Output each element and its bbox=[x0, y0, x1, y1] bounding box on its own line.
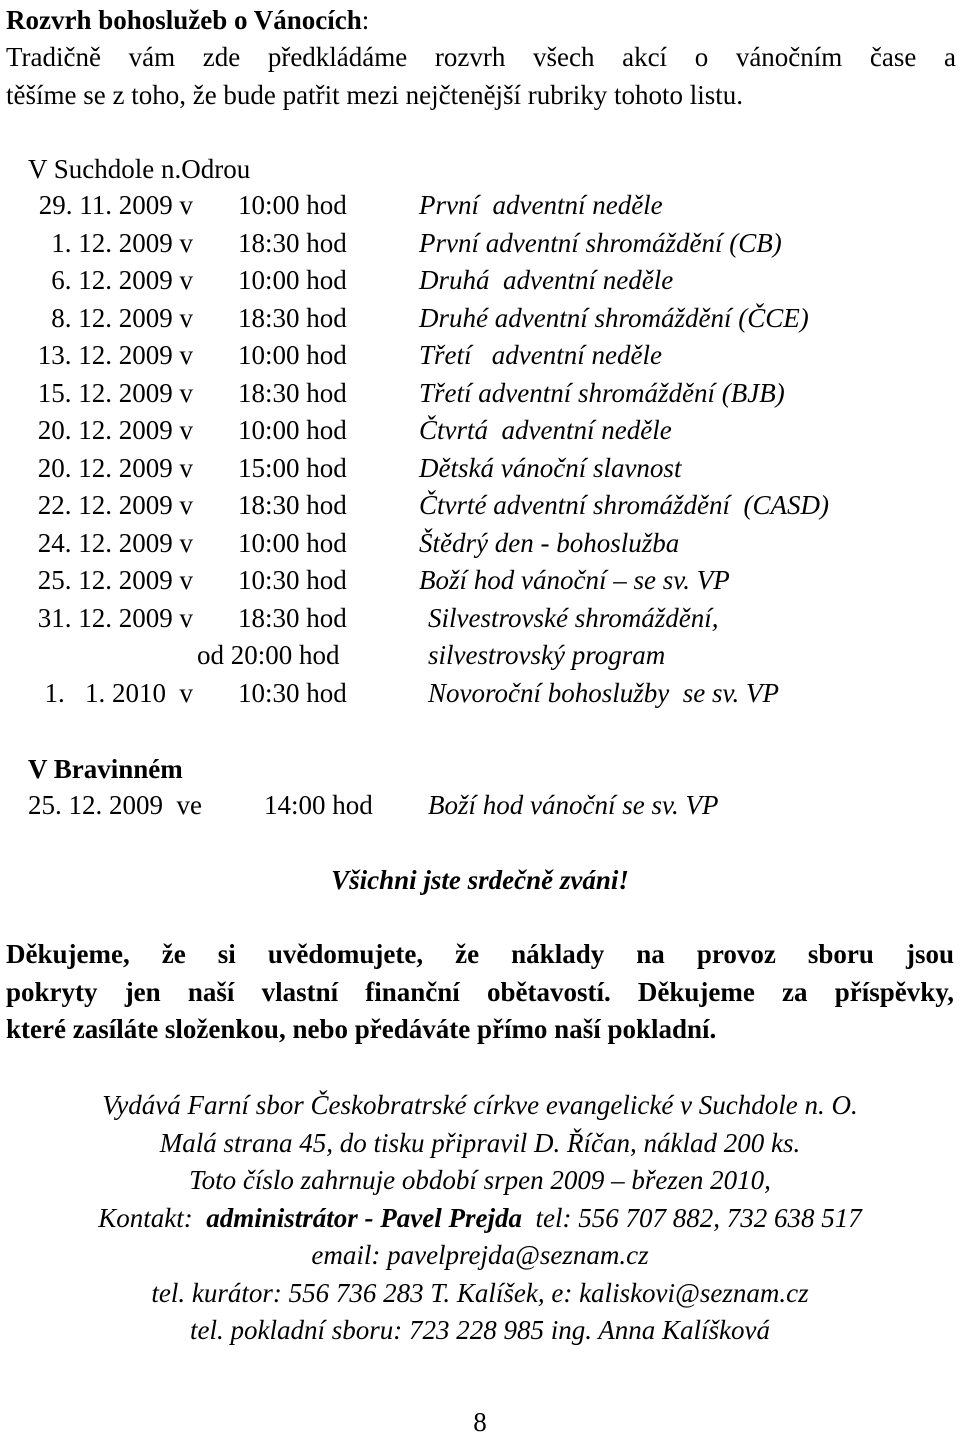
row-date: 15. 12. 2009 v bbox=[37, 377, 193, 408]
row-date: 25. 12. 2009 ve bbox=[28, 790, 202, 820]
heading-colon: : bbox=[361, 5, 370, 35]
schedule-row bbox=[0, 674, 960, 712]
contact-tel: tel: 556 707 882, 732 638 517 bbox=[535, 1202, 862, 1233]
row-date: 31. 12. 2009 v bbox=[37, 602, 193, 633]
row-date: 13. 12. 2009 v bbox=[37, 340, 193, 370]
row-date: 8. 12. 2009 v bbox=[51, 302, 193, 333]
row-date: 6. 12. 2009 v bbox=[51, 265, 193, 295]
heading-text: Rozvrh bohoslužeb o Vánocích bbox=[6, 5, 362, 35]
row-time: 18:30 hod bbox=[238, 602, 347, 633]
row-time: 18:30 hod bbox=[238, 227, 347, 258]
row-event: Štědrý den - bohoslužba bbox=[419, 527, 680, 558]
contact-name: administrátor - Pavel Prejda bbox=[206, 1202, 522, 1233]
row-event: První adventní neděle bbox=[419, 190, 663, 220]
thanks-paragraph bbox=[6, 936, 954, 1049]
row-date: 29. 11. 2009 v bbox=[38, 190, 193, 220]
schedule-row bbox=[0, 449, 960, 487]
bravinne-schedule bbox=[0, 786, 960, 824]
colophon-email: email: pavelprejda@seznam.cz bbox=[311, 1240, 649, 1270]
intro-paragraph bbox=[6, 38, 956, 114]
row-time: 14:00 hod bbox=[264, 790, 373, 820]
colophon-period: Toto číslo zahrnuje období srpen 2009 – březen 2010, bbox=[189, 1165, 771, 1195]
schedule-row bbox=[0, 486, 960, 524]
row-date: 20. 12. 2009 v bbox=[37, 452, 193, 483]
row-time: 15:00 hod bbox=[238, 452, 347, 483]
row-time: 10:00 hod bbox=[238, 415, 347, 445]
schedule-row bbox=[0, 524, 960, 562]
row-event: Boží hod vánoční se sv. VP bbox=[428, 790, 719, 820]
intro-line-2: těšíme se z toho, že bude patřit mezi nejčtenější rubriky tohoto listu. bbox=[6, 80, 744, 110]
row-time: 10:30 hod bbox=[238, 565, 347, 595]
schedule-row bbox=[0, 636, 960, 674]
welcome-line: Všichni jste srdečně zváni! bbox=[331, 865, 629, 895]
row-event: Silvestrovské shromáždění, bbox=[428, 602, 719, 633]
row-date: 1. 12. 2009 v bbox=[51, 227, 193, 258]
thanks-line-2: pokryty jen naší vlastní finanční obětavostí. Děkujeme za příspěvky, bbox=[6, 976, 954, 1007]
row-event: Čtvrtá adventní neděle bbox=[419, 415, 672, 445]
schedule-row bbox=[0, 261, 960, 299]
schedule-row bbox=[0, 374, 960, 412]
row-time: 18:30 hod bbox=[238, 302, 347, 333]
row-date: 20. 12. 2009 v bbox=[37, 415, 193, 445]
schedule-row bbox=[0, 786, 960, 824]
schedule-row bbox=[0, 299, 960, 337]
colophon-treasurer: tel. pokladní sboru: 723 228 985 ing. Anna Kalíšková bbox=[190, 1315, 770, 1345]
row-event: Třetí adventní neděle bbox=[419, 340, 662, 370]
row-event: Třetí adventní shromáždění (BJB) bbox=[419, 377, 785, 408]
row-time: 10:00 hod bbox=[238, 527, 347, 558]
row-event: Druhé adventní shromáždění (ČCE) bbox=[419, 302, 809, 333]
contact-label: Kontakt: bbox=[98, 1202, 193, 1233]
location-suchdol-title: V Suchdole n.Odrou bbox=[28, 154, 251, 184]
row-date: 25. 12. 2009 v bbox=[37, 565, 193, 595]
schedule-row bbox=[0, 186, 960, 224]
row-time: od 20:00 hod bbox=[197, 640, 340, 670]
row-event: silvestrovský program bbox=[428, 640, 666, 670]
colophon-curator: tel. kurátor: 556 736 283 T. Kalíšek, e: kaliskovi@seznam.cz bbox=[151, 1277, 809, 1308]
row-date: 24. 12. 2009 v bbox=[37, 527, 193, 558]
schedule-row bbox=[0, 561, 960, 599]
row-event: Novoroční bohoslužby se sv. VP bbox=[428, 677, 779, 708]
row-time: 18:30 hod bbox=[238, 490, 347, 520]
thanks-line-1: Děkujeme, že si uvědomujete, že náklady na provoz sboru jsou bbox=[6, 939, 954, 969]
schedule-row bbox=[0, 599, 960, 637]
colophon-contact bbox=[0, 1200, 960, 1238]
page-number: 8 bbox=[473, 1407, 487, 1437]
row-time: 18:30 hod bbox=[238, 377, 347, 408]
intro-line-1: Tradičně vám zde předkládáme rozvrh všech akcí o vánočním čase a bbox=[6, 42, 956, 72]
row-time: 10:00 hod bbox=[238, 265, 347, 295]
row-event: První adventní shromáždění (CB) bbox=[419, 227, 782, 258]
row-date: 22. 12. 2009 v bbox=[37, 490, 193, 520]
colophon-publisher: Vydává Farní sbor Českobratrské církve evangelické v Suchdole n. O. bbox=[102, 1090, 858, 1120]
colophon-address: Malá strana 45, do tisku připravil D. Říčan, náklad 200 ks. bbox=[159, 1127, 801, 1158]
row-time: 10:00 hod bbox=[238, 190, 347, 220]
row-event: Dětská vánoční slavnost bbox=[419, 452, 682, 483]
row-time: 10:30 hod bbox=[238, 677, 347, 708]
row-date: 1. 1. 2010 v bbox=[44, 677, 193, 708]
row-event: Čtvrté adventní shromáždění (CASD) bbox=[419, 490, 829, 520]
row-time: 10:00 hod bbox=[238, 340, 347, 370]
location-bravinne-title: V Bravinném bbox=[28, 754, 183, 784]
schedule-row bbox=[0, 336, 960, 374]
schedule-row bbox=[0, 224, 960, 262]
schedule-row bbox=[0, 411, 960, 449]
row-event: Druhá adventní neděle bbox=[419, 265, 674, 295]
schedule-heading bbox=[6, 1, 369, 39]
row-event: Boží hod vánoční – se sv. VP bbox=[419, 565, 730, 595]
thanks-line-3: které zasíláte složenkou, nebo předáváte přímo naší pokladní. bbox=[6, 1014, 717, 1044]
colophon bbox=[0, 1087, 960, 1350]
suchdol-schedule bbox=[0, 186, 960, 711]
